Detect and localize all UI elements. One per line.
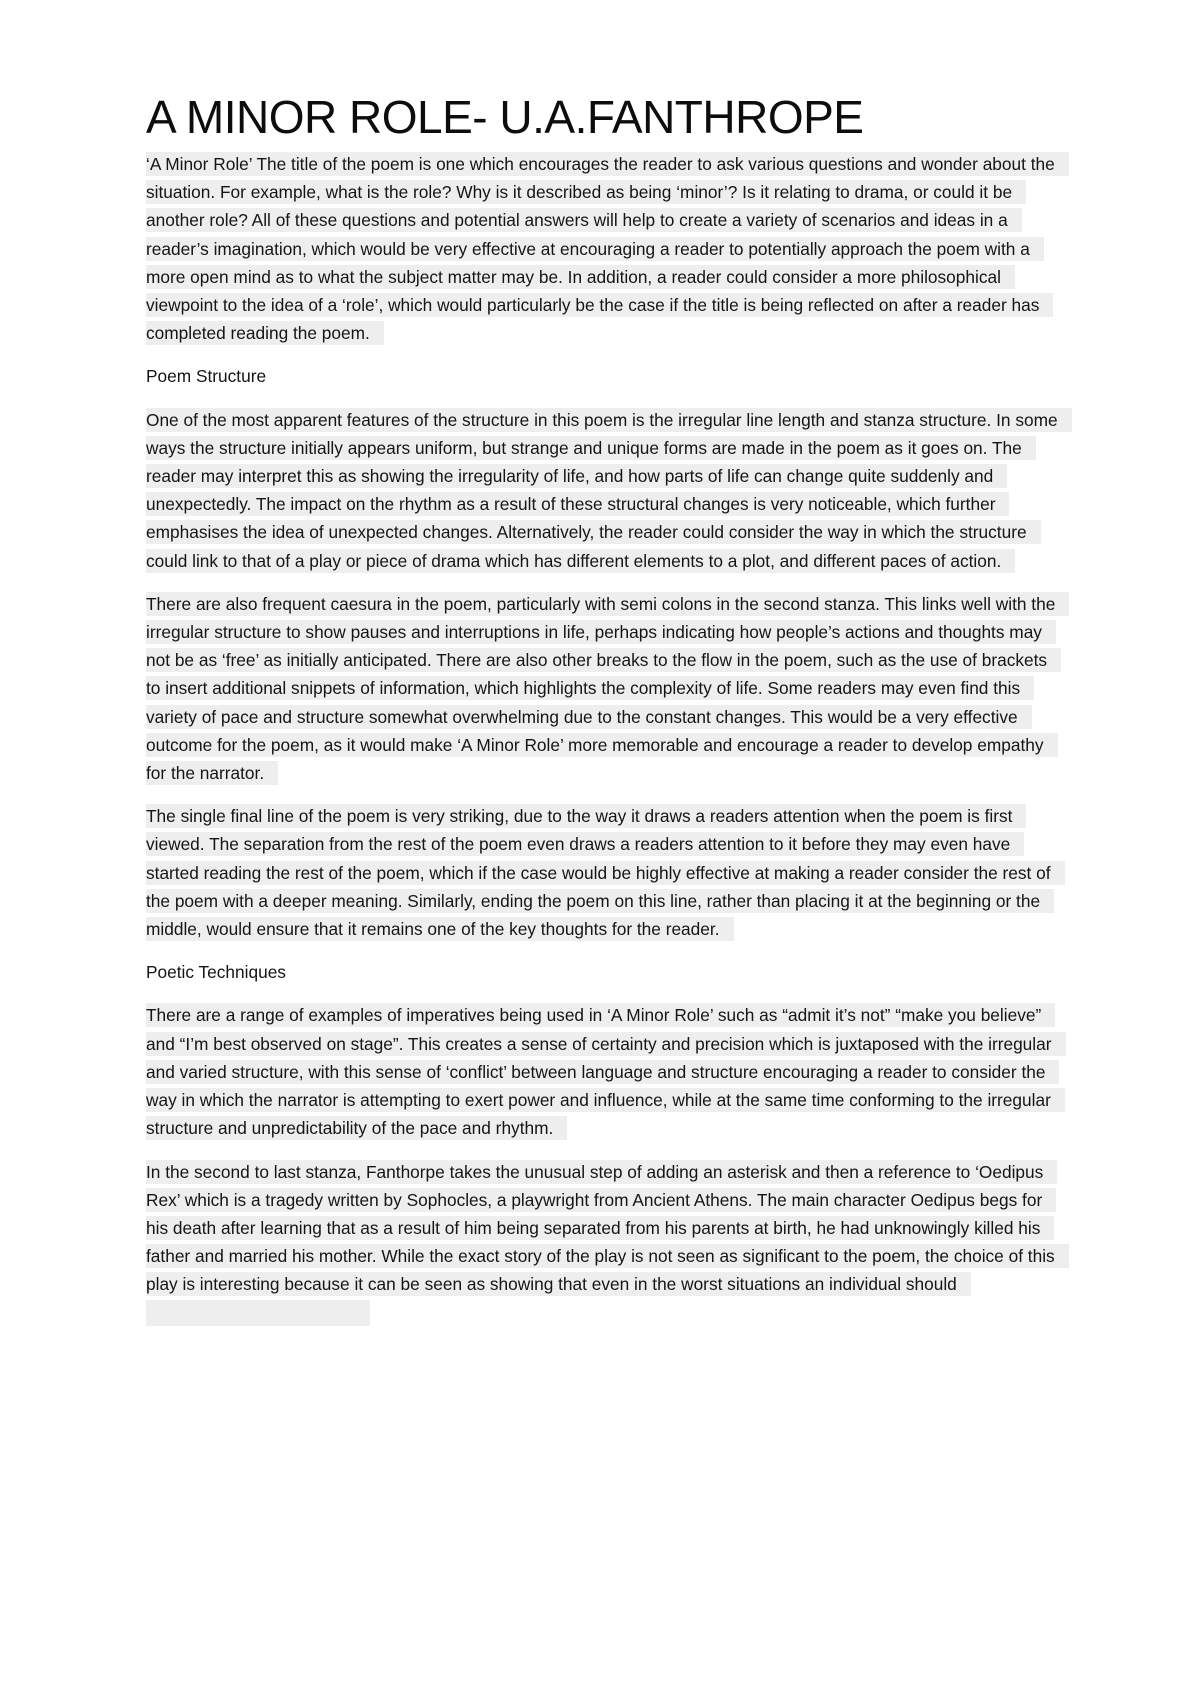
techniques-text-2: In the second to last stanza, Fanthorpe takes the unusual step of adding an asterisk and then a reference to ‘Oedipus Rex’ which is a tragedy written by Sophocles, a playwright from Ancient Athens. The main character Oedipus begs for his death after learning that as a result of him being separated from his parents at birth, he had unknowingly killed his father and married his mother. While the exact story of the play is not seen as significant to the poem, the choice of this play is interesting because it can be seen as showing that even in the worst situations an individual should (146, 1160, 1069, 1297)
document-body (146, 88, 1066, 1326)
structure-text-3: The single final line of the poem is very striking, due to the way it draws a readers attention when the poem is first viewed. The separation from the rest of the poem even draws a readers attention to it before they may even have started reading the rest of the poem, which if the case would be highly effective at making a reader consider the rest of the poem with a deeper meaning. Similarly, ending the poem on this line, rather than placing it at the beginning or the middle, would ensure that it remains one of the key thoughts for the reader. (146, 804, 1065, 941)
trailing-highlight (146, 1300, 370, 1326)
structure-paragraph-2 (146, 590, 1066, 787)
techniques-paragraph-2 (146, 1158, 1066, 1299)
intro-text: ‘A Minor Role’ The title of the poem is one which encourages the reader to ask various questions and wonder about the situation. For example, what is the role? Why is it described as being ‘minor’? Is it relating to drama, or could it be another role? All of these questions and potential answers will help to create a variety of scenarios and ideas in a reader’s imagination, which would be very effective at encouraging a reader to potentially approach the poem with a more open mind as to what the subject matter may be. In addition, a reader could consider a more philosophical viewpoint to the idea of a ‘role’, which would particularly be the case if the title is being reflected on after a reader has completed reading the poem. (146, 152, 1069, 345)
structure-paragraph-1 (146, 406, 1066, 575)
section-heading-techniques: Poetic Techniques (146, 962, 286, 983)
structure-paragraph-3 (146, 802, 1066, 943)
techniques-paragraph-1 (146, 1001, 1066, 1142)
section-heading-structure: Poem Structure (146, 366, 267, 387)
techniques-text-1: There are a range of examples of imperatives being used in ‘A Minor Role’ such as “admit it’s not” “make you believe” and “I’m best observed on stage”. This creates a sense of certainty and precision which is juxtaposed with the irregular and varied structure, with this sense of ‘conflict’ between language and structure encouraging a reader to consider the way in which the narrator is attempting to exert power and influence, while at the same time conforming to the irregular structure and unpredictability of the pace and rhythm. (146, 1003, 1066, 1140)
page-title: A MINOR ROLE- U.A.FANTHROPE (146, 91, 864, 143)
structure-text-2: There are also frequent caesura in the poem, particularly with semi colons in the second stanza. This links well with the irregular structure to show pauses and interruptions in life, perhaps indicating how people’s actions and thoughts may not be as ‘free’ as initially anticipated. There are also other breaks to the flow in the poem, such as the use of brackets to insert additional snippets of information, which highlights the complexity of life. Some readers may even find this variety of pace and structure somewhat overwhelming due to the constant changes. This would be a very effective outcome for the poem, as it would make ‘A Minor Role’ more memorable and encourage a reader to develop empathy for the narrator. (146, 592, 1069, 785)
structure-text-1: One of the most apparent features of the structure in this poem is the irregular line length and stanza structure. In some ways the structure initially appears uniform, but strange and unique forms are made in the poem as it goes on. The reader may interpret this as showing the irregularity of life, and how parts of life can change quite suddenly and unexpectedly. The impact on the rhythm as a result of these structural changes is very noticeable, which further emphasises the idea of unexpected changes. Alternatively, the reader could consider the way in which the structure could link to that of a play or piece of drama which has different elements to a plot, and different paces of action. (146, 408, 1072, 573)
intro-paragraph (146, 150, 1066, 347)
